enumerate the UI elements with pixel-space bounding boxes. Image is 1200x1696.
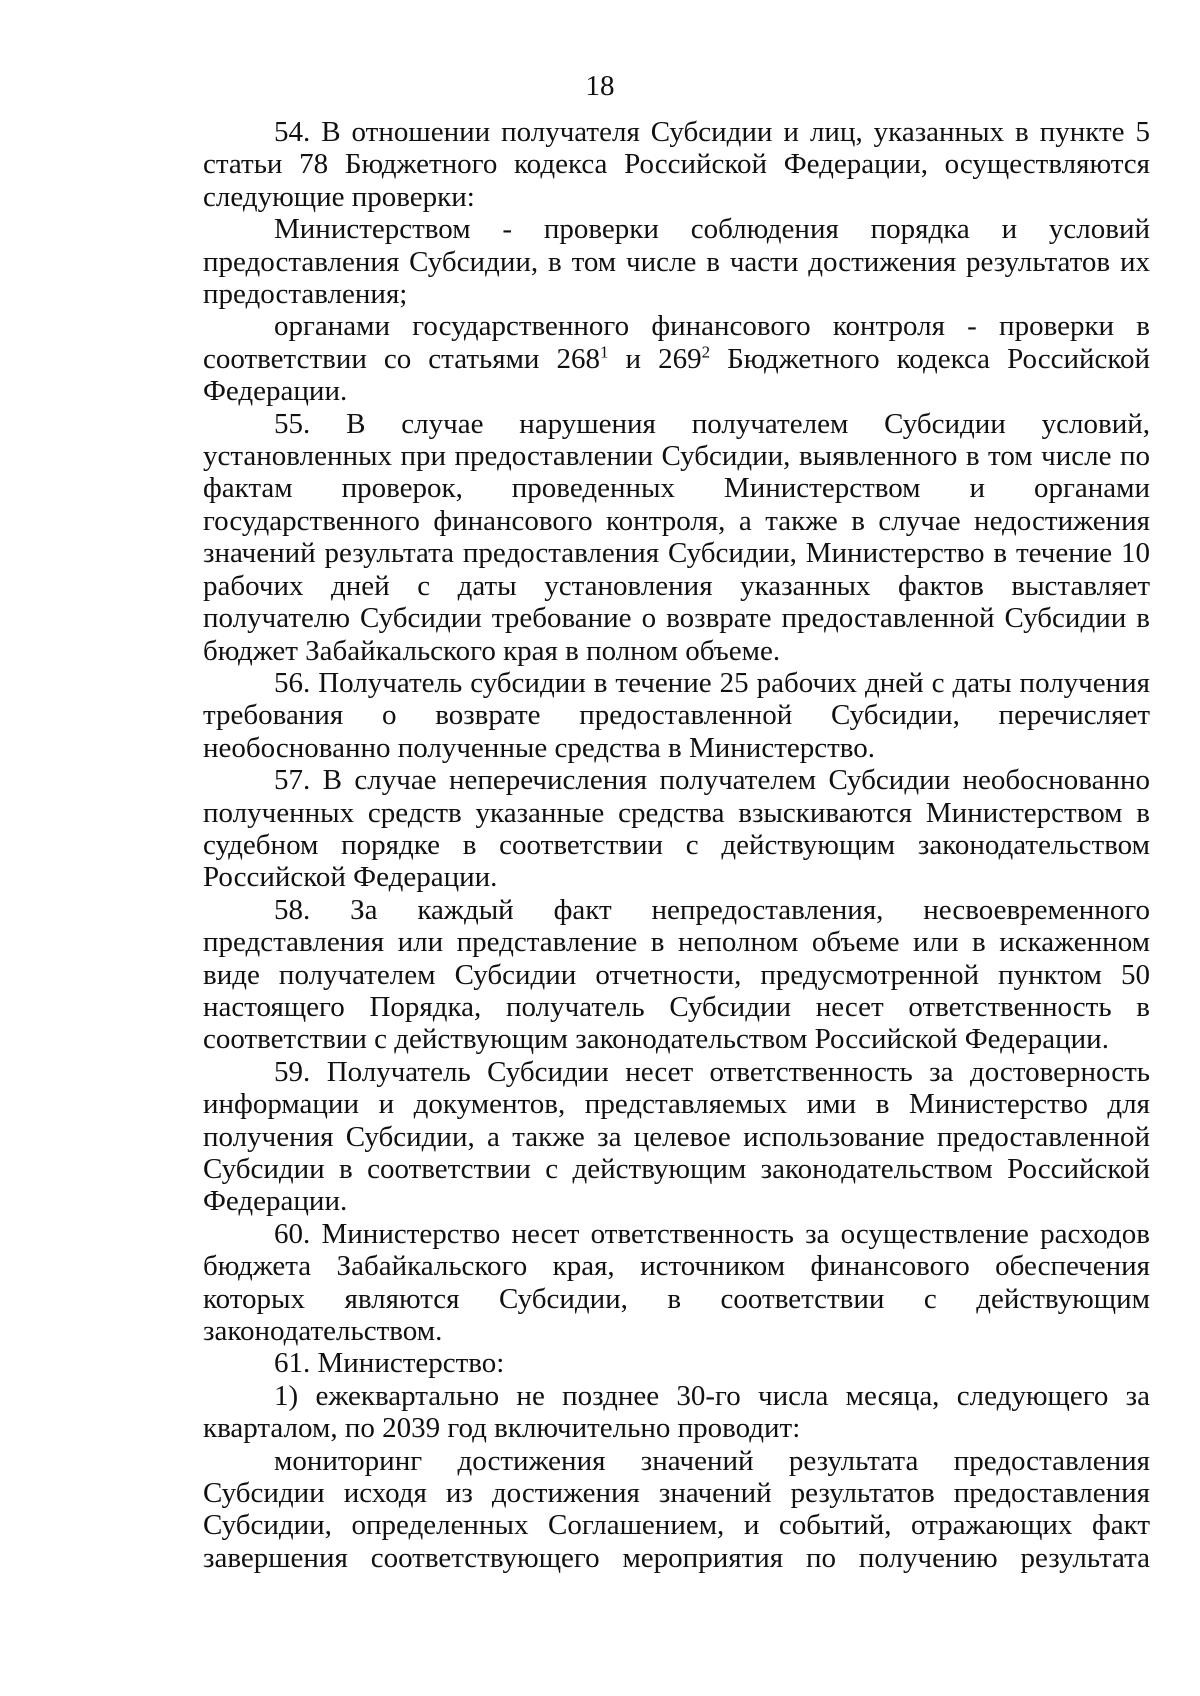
paragraph-58: 58. За каждый факт непредоставления, несвоевременного представления или представление в неполном объеме или в искаженном виде получателем Субсидии отчетности, предусмотренной пунктом 50 настоящего Порядка, получатель Субсидии несет ответственность в соответствии с действующим законодательством Российской Федерации. — [203, 893, 1150, 1056]
superscript-footnote: 1 — [599, 342, 609, 362]
paragraph-text-part: органами государственного финансового контроля - проверки в соответствии со статьями 268 — [203, 310, 1150, 375]
paragraph-54: 54. В отношении получателя Субсидии и лиц, указанных в пункте 5 статьи 78 Бюджетного кодекса Российской Федерации, осуществляются следующие проверки: — [203, 116, 1150, 213]
paragraph-61: 61. Министерство: — [274, 1347, 505, 1380]
paragraph-56: 56. Получатель субсидии в течение 25 рабочих дней с даты получения требования о возврате предоставленной Субсидии, перечисляет необоснованно полученные средства в Министерство. — [203, 666, 1150, 764]
paragraph-54-ministry-checks: Министерством - проверки соблюдения порядка и условий предоставления Субсидии, в том числе в части достижения результатов их предоставления; — [203, 213, 1150, 311]
paragraph-text-part: и 269 — [608, 342, 702, 375]
superscript-footnote: 2 — [701, 342, 711, 362]
page-number: 18 — [585, 70, 615, 102]
paragraph-61-item-1-monitoring: мониторинг достижения значений результата предоставления Субсидии исходя из достижения значений результатов предоставления Субсидии, определенных Соглашением, и событий, отражающих факт завершения соответствующего мероприятия по получению результата — [203, 1444, 1150, 1574]
paragraph-text-part: Бюджетного кодекса Российской Федерации. — [203, 342, 1150, 408]
document-body — [203, 116, 1150, 1574]
paragraph-60: 60. Министерство несет ответственность за осуществление расходов бюджета Забайкальского края, источником финансового обеспечения которых являются Субсидии, в соответствии с действующим законодательством. — [203, 1217, 1150, 1348]
paragraph-61-item-1: 1) ежеквартально не позднее 30-го числа месяца, следующего за кварталом, по 2039 год включительно проводит: — [203, 1379, 1150, 1445]
paragraph-54-control-bodies-checks — [203, 310, 1150, 407]
paragraph-59: 59. Получатель Субсидии несет ответственность за достоверность информации и документов, представляемых ими в Министерство для получения Субсидии, а также за целевое использование предоставленной Субсидии в соответствии с действующим законодательством Российской Федерации. — [203, 1055, 1150, 1218]
paragraph-57: 57. В случае неперечисления получателем Субсидии необоснованно полученных средств указанные средства взыскиваются Министерством в судебном порядке в соответствии с действующим законодательством Российской Федерации. — [203, 764, 1150, 894]
paragraph-55: 55. В случае нарушения получателем Субсидии условий, установленных при предоставлении Субсидии, выявленного в том числе по фактам проверок, проведенных Министерством и органами государственного финансового контроля, а также в случае недостижения значений результата предоставления Субсидии, Министерство в течение 10 рабочих дней с даты установления указанных фактов выставляет получателю Субсидии требование о возврате предоставленной Субсидии в бюджет Забайкальского края в полном объеме. — [203, 407, 1150, 667]
